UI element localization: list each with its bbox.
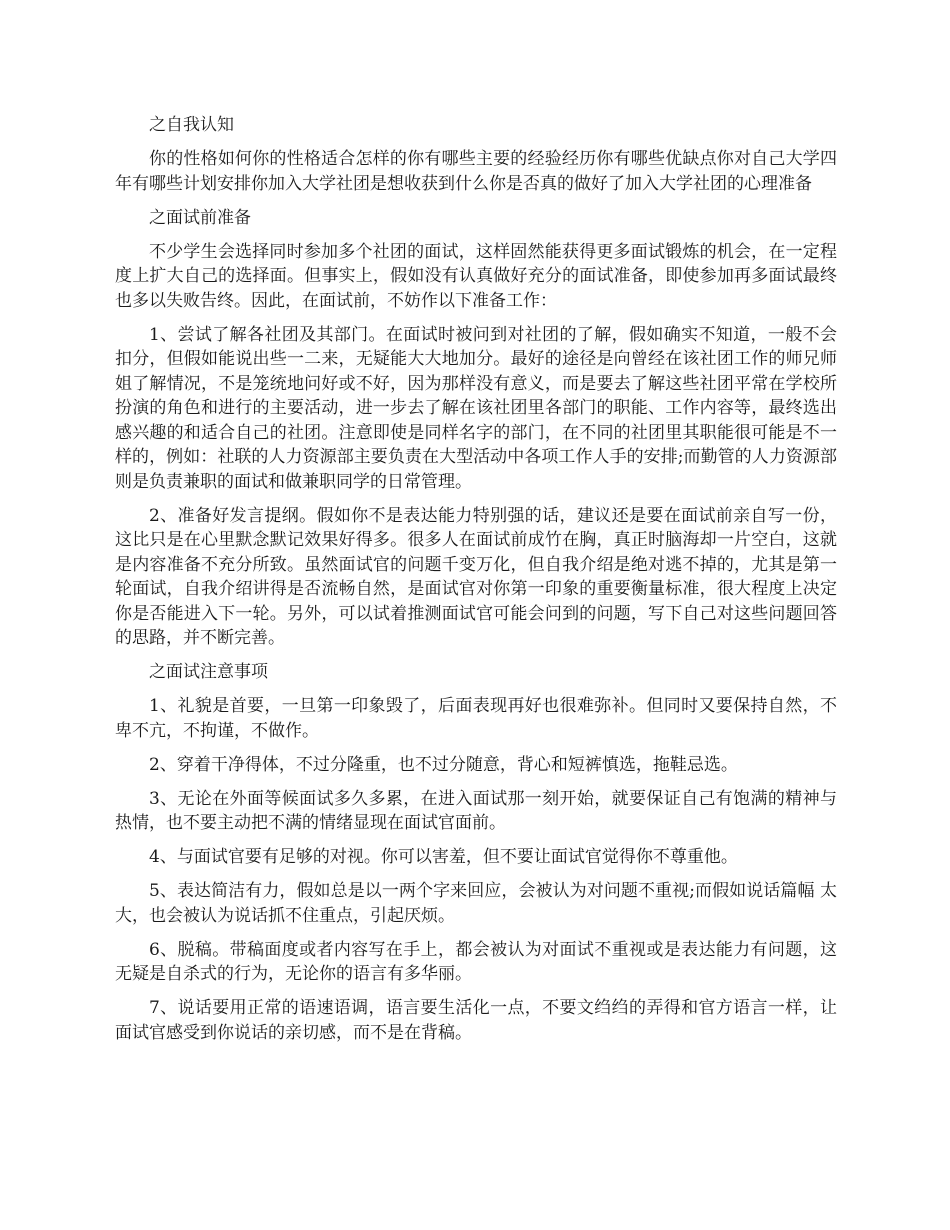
paragraph-note-6: 6、脱稿。带稿面度或者内容写在手上，都会被认为对面试不重视或是表达能力有问题，这 无疑是自杀式的行为，无论你的语言有多华丽。 [115, 939, 837, 984]
paragraph-note-1: 1、礼貌是首要，一旦第一印象毁了，后面表现再好也很难弥补。但同时又要保持自然，不 卑不亢，不拘谨，不做作。 [115, 696, 837, 741]
paragraph-note-2: 2、穿着干净得体，不过分隆重，也不过分随意，背心和短裤慎选，拖鞋忌选。 [149, 754, 738, 775]
paragraph-self-awareness: 你的性格如何你的性格适合怎样的你有哪些主要的经验经历你有哪些优缺点你对自己大学四年有哪些计划安排你加入大学社团是想收获到什么你是否真的做好了加入大学社团的心理准备 [115, 149, 837, 194]
paragraph-pre-interview-intro: 不少学生会选择同时参加多个社团的面试，这样固然能获得更多面试锻炼的机会，在一定程度上扩大自己的选择面。但事实上，假如没有认真做好充分的面试准备，即使参加再多面试最终也多以失败告终。因此，在面试前，不妨作以下准备工作： [115, 241, 837, 311]
paragraph-pre-interview-item-1: 1、尝试了解各社团及其部门。在面试时被问到对社团的了解，假如确实不知道，一般不会扣分，但假如能说出些一二来，无疑能大大地加分。最好的途径是向曾经在该社团工作的师兄师姐了解情况，不是笼统地问好或不好，因为那样没有意义，而是要去了解这些社团平常在学校所扮演的角色和进行的主要活动，进一步去了解在该社团里各部门的职能、工作内容等，最终选出感兴趣的和适合自己的社团。注意即使是同样名字的部门，在不同的社团里其职能很可能是不一样的，例如：社联的人力资源部主要负责在大型活动中各项工作人手的安排;而勤管的人力资源部则是负责兼职的面试和做兼职同学的日常管理。 [115, 324, 837, 492]
paragraph-note-7: 7、说话要用正常的语速语调，语言要生活化一点，不要文绉绉的弄得和官方语言一样，让 面试官感受到你说话的亲切感，而不是在背稿。 [115, 998, 837, 1043]
paragraph-note-4: 4、与面试官要有足够的对视。你可以害羞，但不要让面试官觉得你不尊重他。 [149, 847, 738, 867]
document-page [115, 113, 837, 1055]
paragraph-pre-interview-item-2: 2、准备好发言提纲。假如你不是表达能力特别强的话，建议还是要在面试前亲自写一份，这比只是在心里默念默记效果好得多。很多人在面试前成竹在胸，真正时脑海却一片空白，这就是内容准备不充分所致。虽然面试官的问题千变万化，但自我介绍是绝对逃不掉的，尤其是第一轮面试，自我介绍讲得是否流畅自然，是面试官对你第一印象的重要衡量标准，很大程度上决定你是否能进入下一轮。另外，可以试着推测面试官可能会问到的问题，写下自己对这些问题回答的思路，并不断完善。 [115, 505, 837, 648]
section-heading-pre-interview: 之面试前准备 [149, 207, 251, 228]
paragraph-note-5: 5、表达简洁有力，假如总是以一两个字来回应，会被认为对问题不重视;而假如说话篇幅 太大，也会被认为说话抓不住重点，引起厌烦。 [115, 881, 837, 926]
paragraph-note-3: 3、无论在外面等候面试多久多累，在进入面试那一刻开始，就要保证自己有饱满的精神与 热情，也不要主动把不满的情绪显现在面试官面前。 [115, 788, 837, 833]
section-heading-interview-notes: 之面试注意事项 [149, 662, 268, 682]
section-heading-self-awareness: 之自我认知 [149, 115, 234, 135]
